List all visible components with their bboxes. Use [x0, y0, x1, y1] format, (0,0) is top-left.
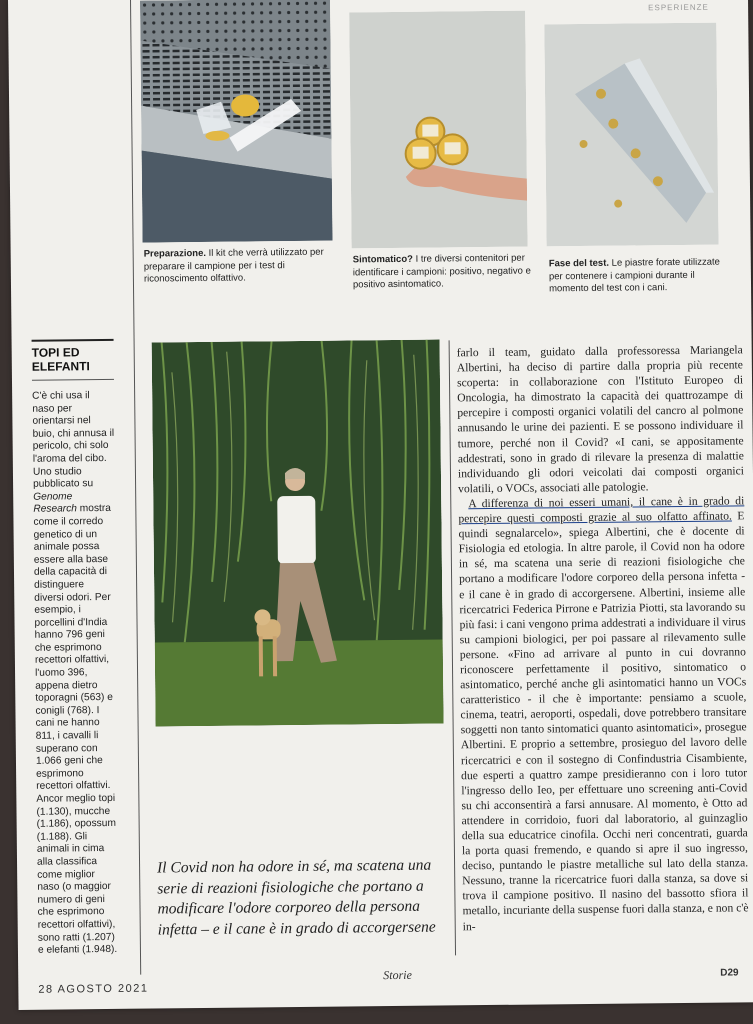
header-mark: ESPERIENZE [648, 2, 709, 13]
sidebar-box [32, 339, 120, 958]
article-body [457, 342, 749, 934]
column-divider [130, 0, 141, 975]
sidebar-text: C'è chi usa il naso per orientarsi nel buio, chi annusa il pericolo, chi solo l'aroma del cibo. Uno studio pubblicato su [32, 390, 115, 490]
photo-test-plate [544, 23, 718, 247]
footer-date: 28 AGOSTO 2021 [38, 982, 149, 996]
article-paragraph: farlo il team, guidato dalla professoressa Mariangela Albertini, ha deciso di partire dalla propria più recente scoperta: in collaborazione con l'Istituto Europeo di Oncologia, ha dimostrato la capacità dei quattrozampe di percepire i composti organici volatili del cancro al polmone annusando le urine dei pazienti. E se possono individuare il tumore, perché non il Covid? «I cani, se appositamente addestrati, sono in grado di rilevare la presenza di malattie individuando gli odori veicolati dai composti organici volatili, o VOCs, associati alle patologie. [456, 343, 745, 496]
caption-text: I tre diversi contenitori per identificare i campioni: positivo, negativo e positivo asintomatico. [352, 252, 531, 291]
page-number: D29 [720, 967, 739, 979]
caption-text: Il kit che verrà utilizzato per preparare il campione per i test di riconoscimento olfattivo. [143, 246, 324, 285]
photo-researcher-with-dog [152, 339, 444, 726]
caption-title: Fase del test. [548, 257, 610, 270]
column-divider [449, 340, 456, 955]
sidebar-text: mostra come il corredo genetico di un animale possa essere alla base della capacità di distinguere diversi odori. Per esempio, i porcellini d'India hanno 796 geni che esprimono recettori olfattivi, l'uomo 396, appena dietro toporagni (563) e conigli (768). I cani ne hanno 811, i cavalli li superano con 1.066 geni che esprimono recettori olfattivi. Ancor meglio topi (1.130), mucche (1.186), opossum (1.188). Gli animali in cima alla classifica come miglior naso (o maggior numero di geni che esprimono recettori olfattivi), sono ratti (1.207) e elefanti (1.948). [33, 503, 118, 956]
pull-quote: Il Covid non ha odore in sé, ma scatena una serie di reazioni fisiologiche che portano a modificare l'odore corporeo della persona infetta – e il cane è in grado di accorgersene [157, 856, 436, 938]
caption-symptomatic [353, 253, 531, 292]
photo-containers [349, 11, 527, 249]
sidebar-title: TOPI ED ELEFANTI [32, 339, 114, 381]
caption-text: Le piastre forate utilizzate per contenere i campioni durante il momento del test con i cani. [548, 256, 720, 295]
caption-title: Sintomatico? [352, 253, 413, 266]
sidebar-journal: Genome Research [33, 491, 78, 516]
caption-preparation [144, 247, 334, 286]
magazine-page [8, 0, 753, 1010]
article-highlight: A differenza di noi esseri umani, il cane è in grado di percepire questi composti grazie al suo olfatto affinato. [458, 494, 745, 526]
sidebar-body [32, 390, 120, 958]
article-text: E quindi segnalarcelo», spiega Albertini, che è docente di Fisiologia ed etologia. In altre parole, il Covid non ha odore in sé, ma scatena una serie di reazioni fisiologiche che portano a modificare l'odore corporeo della persona infetta - e il cane è in grado di accorgersene. Albertini, insieme alle ricercatrici Federica Pirrone e Patrizia Piotti, sta lavorando su più fasi: i cani vengono prima addestrati a individuare il virus su campioni biologici, per poi passare al rilevamento sulle persone. «Fino ad arrivare al punto in cui dovranno riconoscere perfettamente il positivo, sintomatico o asintomatico, perché anche gli asintomatici hanno un VOCs caratteristico - il che è importante: pensiamo a scuole, cinema, teatri, aeroporti, ospedali, dove potrebbero transitare soggetti non tanto sintomatici quanto asintomatici», prosegue Albertini. E proprio a settembre, prosieguo del lavoro delle ricercatrici e con il sostegno di Confindustria Cisambiente, due esperti a quattro zampe presidieranno con i loro tutor l'ingresso dello Ieo, per effettuare uno screening anti-Covid su chi acconsentirà a farsi annusare. Al momento, è Otto ad attendere in corridoio, fuori dal laboratorio, al guinzaglio della sua educatrice cinofila. Occhi neri concentrati, guarda la porta quasi fremendo, e quando si apre il suo ingresso, deciso, puntando le piastre metalliche sul lato della stanza. Nessuno, tranne la ricercatrice fuori dalla stanza, sa dove si trova il campione positivo. Il nasino del bassotto sfiora il metallo, incuriante della suspense fuori dalla stanza, e non c'è in- [458, 509, 749, 933]
article-paragraph [458, 493, 749, 934]
photo-kit-preparation [140, 0, 333, 243]
caption-title: Preparazione. [143, 247, 207, 260]
caption-test-phase [549, 256, 729, 295]
footer-section: Storie [383, 967, 412, 983]
